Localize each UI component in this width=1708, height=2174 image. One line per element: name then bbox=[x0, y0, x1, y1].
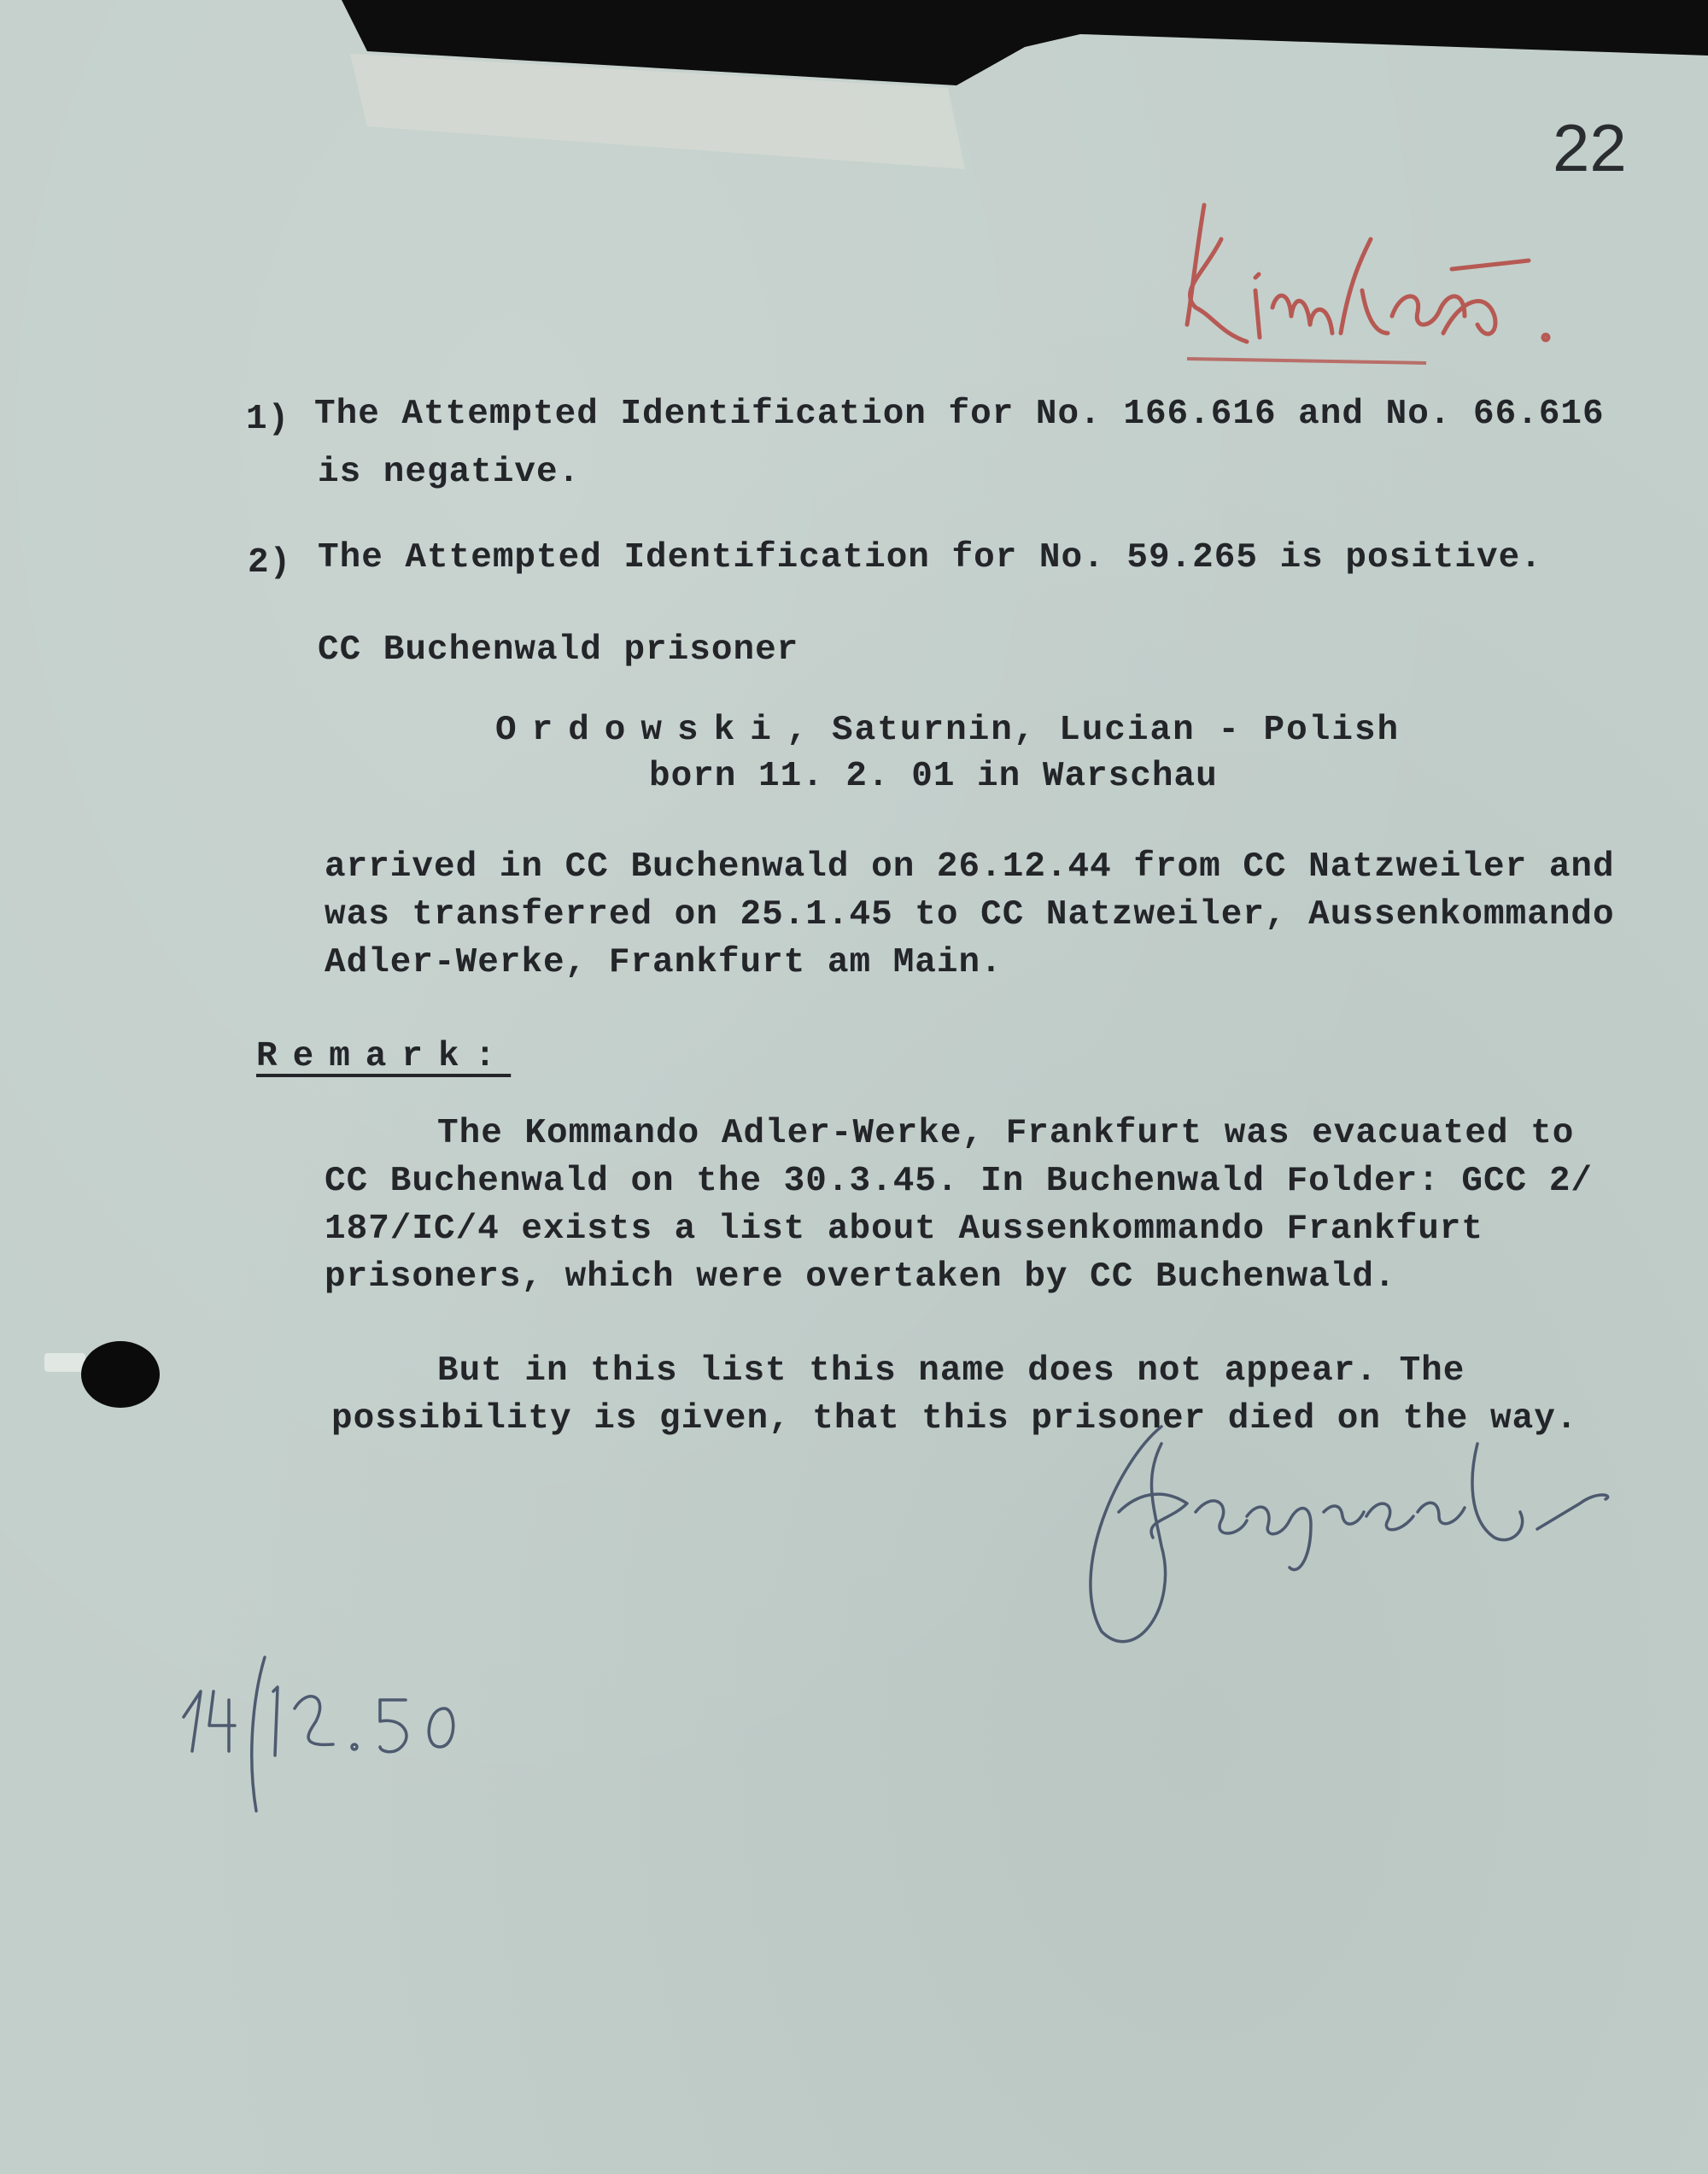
red-pencil-annotation bbox=[1170, 188, 1588, 384]
punch-hole bbox=[81, 1341, 160, 1408]
prisoner-name-rest: , Saturnin, Lucian - Polish bbox=[786, 711, 1401, 750]
item-2-number: 2) bbox=[248, 543, 292, 583]
prisoner-surname: Ordowski bbox=[495, 711, 787, 750]
page-number: 22 bbox=[1553, 110, 1627, 185]
remark-line: But in this list this name does not appear. The bbox=[437, 1351, 1465, 1391]
transfer-line: Adler-Werke, Frankfurt am Main. bbox=[325, 943, 1003, 982]
remark-line: The Kommando Adler-Werke, Frankfurt was evacuated to bbox=[437, 1114, 1575, 1153]
remark-line: 187/IC/4 exists a list about Aussenkommando Frankfurt bbox=[325, 1210, 1484, 1249]
prisoner-name-line bbox=[495, 711, 1400, 750]
remark-line: prisoners, which were overtaken by CC Buchenwald. bbox=[325, 1257, 1396, 1297]
transfer-line: was transferred on 25.1.45 to CC Natzweiler, Aussenkommando bbox=[325, 895, 1615, 935]
remark-line: CC Buchenwald on the 30.3.45. In Buchenwald Folder: GCC 2/ bbox=[325, 1162, 1594, 1201]
item-1-line2: is negative. bbox=[318, 453, 581, 492]
item-2-line1: The Attempted Identification for No. 59.265 is positive. bbox=[318, 538, 1542, 577]
item-1-number: 1) bbox=[246, 400, 290, 439]
transfer-line: arrived in CC Buchenwald on 26.12.44 from CC Natzweiler and bbox=[325, 847, 1615, 887]
prisoner-birth: born 11. 2. 01 in Warschau bbox=[649, 757, 1218, 796]
item-1-line1: The Attempted Identification for No. 166.616 and No. 66.616 bbox=[314, 395, 1605, 434]
remark-line: possibility is given, that this prisoner died on the way. bbox=[331, 1399, 1578, 1439]
prisoner-intro: CC Buchenwald prisoner bbox=[318, 630, 799, 670]
handwritten-date bbox=[171, 1640, 478, 1819]
paper-scrap bbox=[44, 1353, 85, 1372]
remark-heading: Remark: bbox=[256, 1037, 512, 1076]
handwritten-signature bbox=[1068, 1409, 1623, 1657]
